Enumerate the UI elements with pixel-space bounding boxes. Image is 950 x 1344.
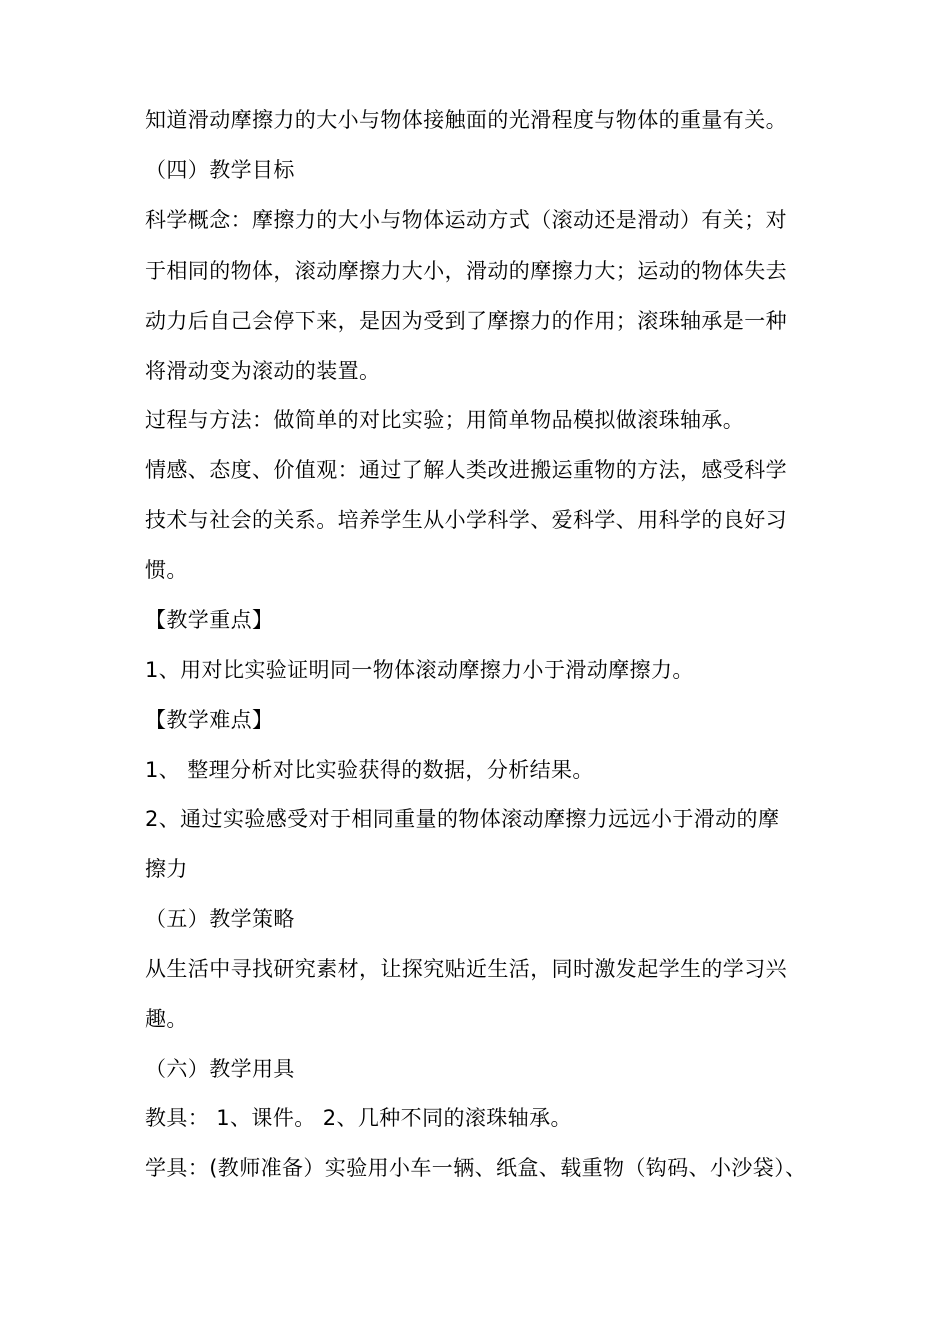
paragraph-line: 趣。 <box>145 1007 188 1031</box>
paragraph-line: 情感、态度、价值观：通过了解人类改进搬运重物的方法，感受科学 <box>145 458 787 482</box>
section-heading: （六）教学用具 <box>145 1057 295 1081</box>
paragraph-line: 将滑动变为滚动的装置。 <box>145 359 381 383</box>
paragraph-line: 动力后自己会停下来，是因为受到了摩擦力的作用；滚珠轴承是一种 <box>145 309 787 333</box>
list-item: 1、用对比实验证明同一物体滚动摩擦力小于滑动摩擦力。 <box>145 658 694 682</box>
section-heading: （五）教学策略 <box>145 907 295 931</box>
list-item: 擦力 <box>145 857 188 881</box>
paragraph-line: 学具：(教师准备）实验用小车一辆、纸盒、载重物（钩码、小沙袋）、 <box>145 1156 807 1180</box>
list-item: 2、通过实验感受对于相同重量的物体滚动摩擦力远远小于滑动的摩 <box>145 807 780 831</box>
paragraph-line: 过程与方法：做简单的对比实验；用简单物品模拟做滚珠轴承。 <box>145 408 745 432</box>
paragraph-line: 惯。 <box>145 558 188 582</box>
section-heading: （四）教学目标 <box>145 158 295 182</box>
list-item: 1、 整理分析对比实验获得的数据，分析结果。 <box>145 758 594 782</box>
section-heading: 【教学难点】 <box>145 708 274 732</box>
paragraph-line: 知道滑动摩擦力的大小与物体接触面的光滑程度与物体的重量有关。 <box>145 108 787 132</box>
paragraph-line: 从生活中寻找研究素材，让探究贴近生活，同时激发起学生的学习兴 <box>145 957 787 981</box>
paragraph-line: 科学概念：摩擦力的大小与物体运动方式（滚动还是滑动）有关；对 <box>145 208 787 232</box>
paragraph-line: 技术与社会的关系。培养学生从小学科学、爱科学、用科学的良好习 <box>145 508 787 532</box>
section-heading: 【教学重点】 <box>145 608 274 632</box>
paragraph-line: 于相同的物体，滚动摩擦力大小，滑动的摩擦力大；运动的物体失去 <box>145 259 787 283</box>
paragraph-line: 教具： 1、课件。 2、几种不同的滚珠轴承。 <box>145 1106 572 1130</box>
